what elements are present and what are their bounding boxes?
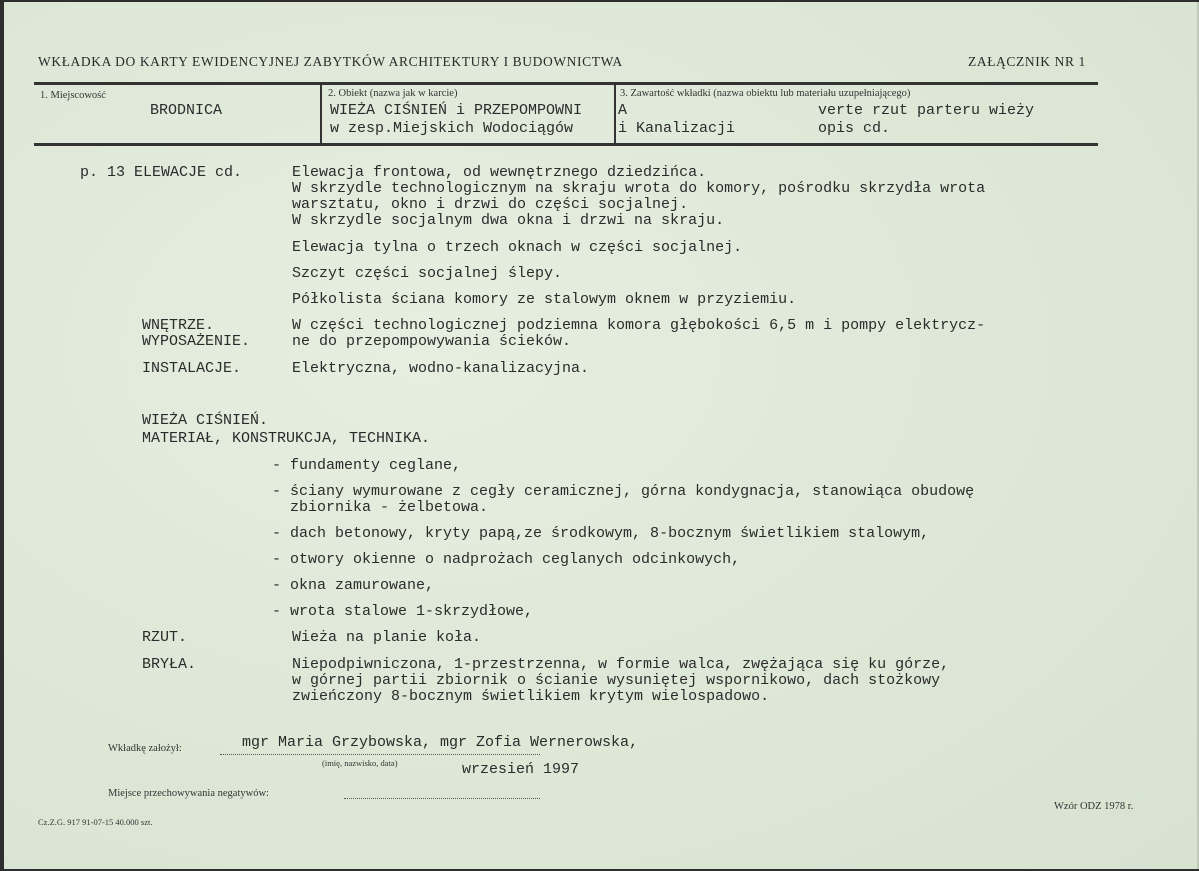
print-info: Cz.Z.G. 917 91-07-15 40.000 szt. <box>38 817 153 827</box>
founder-label: Wkładkę założył: <box>108 743 182 754</box>
name-date-hint: (imię, nazwisko, data) <box>322 758 398 768</box>
list-item: - okna zamurowane, <box>272 577 435 594</box>
list-item: - wrota stalowe 1-skrzydłowe, <box>272 603 534 620</box>
installations-label: INSTALACJE. <box>142 360 242 377</box>
field-content-label: 3. Zawartość wkładki (nazwa obiektu lub materiału uzupełniającego) <box>620 88 911 99</box>
table-bottom-rule <box>34 143 1098 146</box>
list-item: - otwory okienne o nadprożach ceglanych odcinkowych, <box>272 551 741 568</box>
document-title: WKŁADKA DO KARTY EWIDENCYJNEJ ZABYTKÓW ARCHITEKTURY I BUDOWNICTWA <box>38 54 623 69</box>
gable-text: Szczyt części socjalnej ślepy. <box>292 265 563 282</box>
interior-label: WNĘTRZE. <box>142 317 215 334</box>
field-object-line2: w zesp.Miejskich Wodociągów <box>330 120 574 137</box>
table-top-rule <box>34 82 1098 85</box>
equipment-label: WYPOSAŻENIE. <box>142 333 251 350</box>
list-item: - dach betonowy, kryty papą,ze środkowym, 8-bocznym świetlikiem stalowym, <box>272 525 930 542</box>
table-divider-1 <box>320 85 322 143</box>
elevation-line-2: W skrzydle technologicznym na skraju wrota do komory, pośrodku skrzydła wrota <box>292 180 986 197</box>
massing-line-3: zwieńczony 8-bocznym świetlikiem krytym wielospadowo. <box>292 688 770 705</box>
founding-date: wrzesień 1997 <box>462 761 580 778</box>
list-item: - fundamenty ceglane, <box>272 457 462 474</box>
annex-number: ZAŁĄCZNIK NR 1 <box>968 54 1086 69</box>
field-object-label: 2. Obiekt (nazwa jak w karcie) <box>328 88 458 99</box>
negatives-dotted-line <box>344 798 540 799</box>
table-divider-2 <box>614 85 616 143</box>
negatives-storage-label: Miejsce przechowywania negatywów: <box>108 788 269 799</box>
installations-text: Elektryczna, wodno-kanalizacyjna. <box>292 360 590 377</box>
semicircular-wall-text: Półkolista ściana komory ze stalowym oknem w przyziemiu. <box>292 291 797 308</box>
massing-line-1: Niepodpiwniczona, 1-przestrzenna, w formie walca, zwężająca się ku górze, <box>292 656 950 673</box>
field-object-continuation-kanalizacji: i Kanalizacji <box>618 120 736 137</box>
founder-dotted-line <box>220 754 540 755</box>
field-content-line1: verte rzut parteru wieży <box>818 102 1035 119</box>
field-locality-value: BRODNICA <box>150 102 223 119</box>
water-tower-heading: WIEŻA CIŚNIEŃ. <box>142 412 269 429</box>
field-locality-label: 1. Miejscowość <box>40 90 106 101</box>
interior-line-1: W części technologicznej podziemna komora głębokości 6,5 m i pompy elektrycz- <box>292 317 986 334</box>
elevation-line-1: Elewacja frontowa, od wewnętrznego dziedzińca. <box>292 164 707 181</box>
plan-text: Wieża na planie koła. <box>292 629 482 646</box>
field-object-continuation-a: A <box>618 102 628 119</box>
interior-line-2: ne do przepompowywania ścieków. <box>292 333 572 350</box>
founder-value: mgr Maria Grzybowska, mgr Zofia Wernerowska, <box>242 734 639 751</box>
field-object-line1: WIEŻA CIŚNIEŃ i PRZEPOMPOWNI <box>330 102 583 119</box>
massing-label: BRYŁA. <box>142 656 197 673</box>
plan-label: RZUT. <box>142 629 188 646</box>
list-item: zbiornika - żelbetowa. <box>272 499 489 516</box>
document-sheet <box>4 2 1199 869</box>
massing-line-2: w górnej partii zbiornik o ścianie wysuniętej wspornikowo, dach stożkowy <box>292 672 941 689</box>
field-content-line2: opis cd. <box>818 120 891 137</box>
elevation-line-3: warsztatu, okno i drzwi do części socjalnej. <box>292 196 689 213</box>
section-p13-label: p. 13 ELEWACJE cd. <box>80 164 243 181</box>
material-heading: MATERIAŁ, KONSTRUKCJA, TECHNIKA. <box>142 430 431 447</box>
elevation-line-4: W skrzydle socjalnym dwa okna i drzwi na skraju. <box>292 212 725 229</box>
elevation-rear: Elewacja tylna o trzech oknach w części socjalnej. <box>292 239 743 256</box>
list-item: - ściany wymurowane z cegły ceramicznej, górna kondygnacja, stanowiąca obudowę <box>272 483 975 500</box>
form-model: Wzór ODZ 1978 r. <box>1054 801 1134 812</box>
